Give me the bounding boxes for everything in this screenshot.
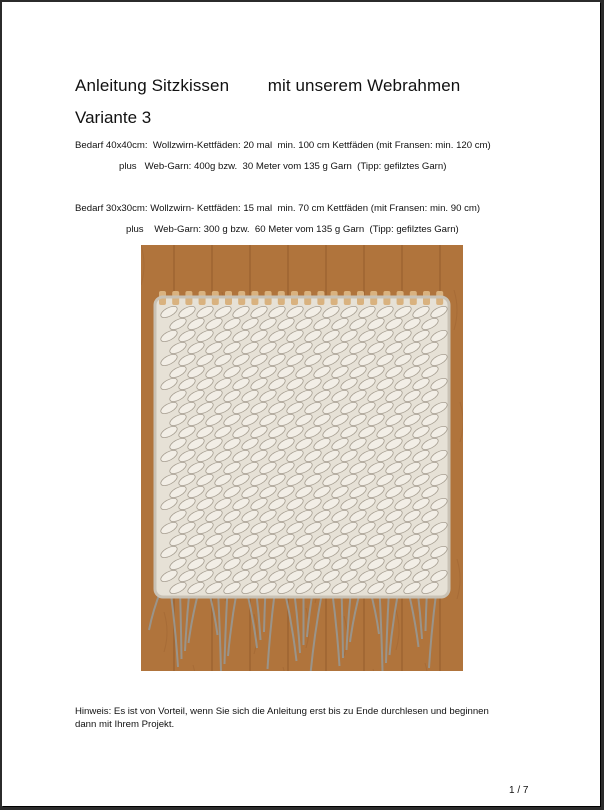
requirement-line-1: Bedarf 40x40cm: Wollzwirn-Kettfäden: 20 mal min. 100 cm Kettfäden (mit Fransen: min. 120 cm) bbox=[75, 140, 491, 151]
requirement-line-3: Bedarf 30x30cm: Wollzwirn- Kettfäden: 15 mal min. 70 cm Kettfäden (mit Fransen: min. 90 cm) bbox=[75, 203, 481, 214]
hint-line-2: dann mit Ihrem Projekt. bbox=[75, 719, 175, 730]
hint-line-1: Hinweis: Es ist von Vorteil, wenn Sie sich die Anleitung erst bis zu Ende durchlesen und beginnen bbox=[75, 706, 489, 717]
page-number: 1 / 7 bbox=[509, 785, 529, 796]
page-subtitle: Variante 3 bbox=[75, 108, 152, 127]
hint-paragraph bbox=[75, 705, 535, 731]
requirement-line-4: plus Web-Garn: 300 g bzw. 60 Meter vom 135 g Garn (Tipp: gefilztes Garn) bbox=[126, 224, 459, 235]
document-page bbox=[2, 2, 600, 806]
woven-cushion-photo bbox=[141, 245, 463, 671]
page-title: Anleitung Sitzkissen mit unserem Webrahmen bbox=[75, 76, 461, 95]
requirement-line-2: plus Web-Garn: 400g bzw. 30 Meter vom 135 g Garn (Tipp: gefilztes Garn) bbox=[119, 161, 447, 172]
photo-illustration bbox=[141, 245, 463, 671]
